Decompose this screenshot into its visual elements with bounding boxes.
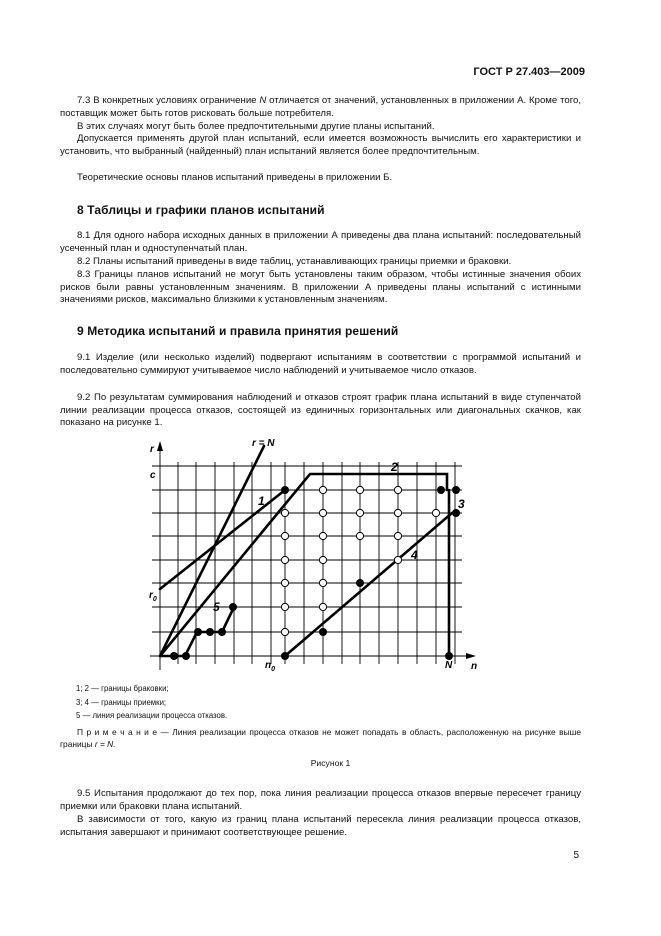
label-N: N [445,660,453,671]
page-number: 5 [573,850,579,861]
document-id: ГОСТ Р 27.403—2009 [473,66,585,78]
paragraph-theory: Теоретические основы планов испытаний приведены в приложении Б. [77,172,393,183]
label-c: c [150,470,156,481]
paragraph-8-1: 8.1 Для одного набора исходных данных в приложении А приведены два плана испытаний: последовательный усеченный план и одноступенчатый план. [60,230,581,254]
filled-points [170,486,460,660]
paragraph-7-3-cont: В этих случаях могут быть более предпочтительными другие планы испытаний. [77,121,435,132]
paragraph-alt-plan: Допускается применять другой план испытаний, если имеется возможность вычислить его характеристики и установить, что выбранный (найденный) план испытаний является более предпочтительным. [60,133,581,157]
heading-section-8: 8 Таблицы и графики планов испытаний [77,203,325,217]
p73-var-n: N [259,95,267,106]
p73-text-b: отличается от значений, установленных в приложении А. Кроме того, поставщик может быть готов рисковать больше потребителя. [60,95,581,119]
label-line-5: 5 [213,600,220,614]
paragraph-9-5: 9.5 Испытания продолжают до тех пор, пока линия реализации процесса отказов впервые пересечет границу приемки или браковки плана испытаний. [60,788,581,812]
axis-n-label: n [471,661,478,672]
legend-item-1: 1; 2 — границы браковки; [76,684,169,693]
heading-section-9: 9 Методика испытаний и правила принятия решений [77,324,399,338]
acceptance-line-4 [285,513,452,656]
boundary-line-1 [160,490,285,589]
p73-text-a: 7.3 В конкретных условиях ограничение [77,95,260,106]
boundary-lines [160,446,452,658]
label-r-equals-n: r = N [252,438,275,449]
label-line-1: 1 [258,494,265,508]
legend-item-2: 3; 4 — границы приемки; [76,698,167,707]
legend-item-3: 5 — линия реализации процесса отказов. [76,711,228,720]
paragraph-decision: В зависимости от того, какую из границ плана испытаний пересекла линия реализации процесса отказов, испытания завершают и принимают соответствующее решение. [60,814,581,838]
line-r-equals-n [160,446,264,656]
paragraph-8-3: 8.3 Границы планов испытаний не могут быть установлены таким образом, чтобы истинные значения обоих рисков были равны установленным значениям. В приложении А приведены планы испытаний с истинными значениями рисков, максимально близкими к установленным значениям. [60,269,581,306]
label-line-2: 2 [391,460,398,474]
label-line-3: 3 [458,497,465,511]
figure-title: Рисунок 1 [310,758,351,768]
boundary-line-2 [160,474,447,656]
figure-note-formula: r = N. [94,739,116,749]
axis-r-label: r [150,444,154,455]
label-line-4: 4 [411,548,418,562]
label-n0: $n_0$ [265,660,276,673]
paragraph-8-2: 8.2 Планы испытаний приведены в виде таблиц, устанавливающих границы приемки и браковки. [77,256,512,267]
figure-note [60,726,581,750]
paragraph-9-1: 9.1 Изделие (или несколько изделий) подвергают испытаниям в соответствии с программой испытаний и последовательно суммируют учитываемое число наблюдений и учитываемое число отказов. [60,352,581,376]
figure-note-text: П р и м е ч а н и е — Линия реализации процесса отказов не может попадать в область, расположенную на рисунке выше границы [60,727,581,749]
label-r0: $r_0$ [149,590,157,603]
paragraph-9-2: 9.2 По результатам суммирования наблюдений и отказов строят график плана испытаний в виде ступенчатой линии реализации процесса отказов, состоящей из единичных горизонтальных или диагональных скачков, как показано на рисунке 1. [60,392,581,429]
